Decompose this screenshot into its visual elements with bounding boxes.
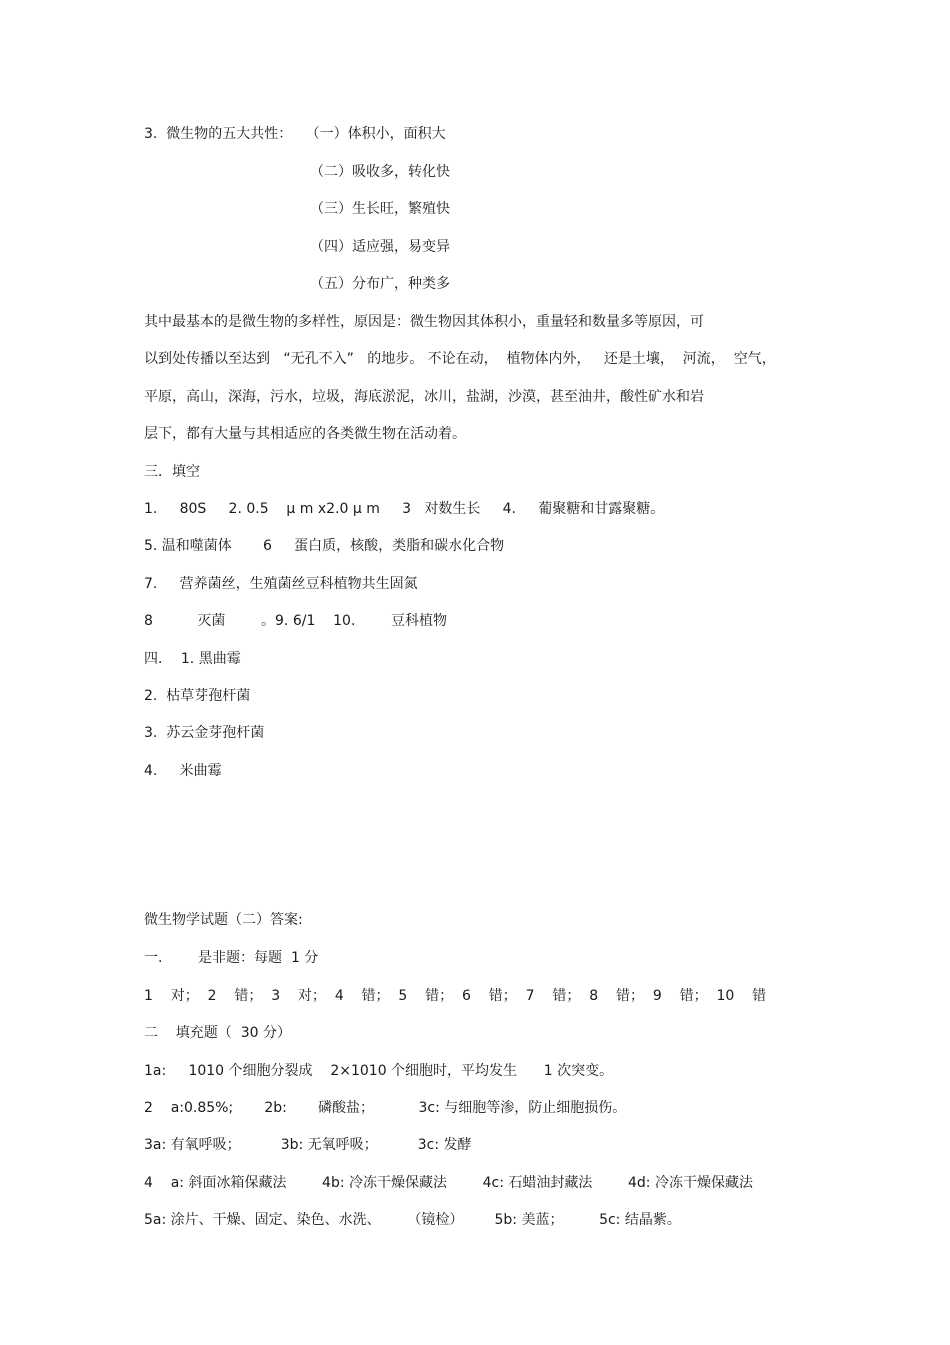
- item3-heading: 3. 微生物的五大共性： （一）体积小，面积大: [144, 126, 446, 142]
- fill-in-answer-3: 3a: 有氧呼吸； 3b: 无氧呼吸； 3c: 发酵: [144, 1137, 472, 1153]
- q4-answer-4: 4. 米曲霉: [144, 763, 222, 779]
- paragraph-line-3: 平原，高山，深海，污水，垃圾，海底淤泥，冰川，盐湖，沙漠，甚至油井，酸性矿水和岩: [144, 389, 704, 405]
- fill-answer-8: 8 灭菌 。9. 6/1 10. 豆科植物: [144, 613, 448, 629]
- item3-sub-5: （五）分布广，种类多: [310, 276, 450, 292]
- fill-in-heading: 二 填充题（ 30 分）: [144, 1025, 291, 1041]
- paragraph-line-1: 其中最基本的是微生物的多样性，原因是：微生物因其体积小，重量轻和数量多等原因，可: [144, 314, 704, 330]
- q4-answer-2: 2. 枯草芽孢杆菌: [144, 688, 251, 704]
- true-false-answers: 1 对； 2 错； 3 对； 4 错； 5 错； 6 错； 7 错； 8 错； 9 错； 10 错: [144, 988, 767, 1004]
- true-false-heading: 一. 是非题：每题 1 分: [144, 950, 319, 966]
- fill-section-heading: 三．填空: [144, 464, 200, 480]
- item3-sub-3: （三）生长旺，繁殖快: [310, 201, 450, 217]
- item3-sub-2: （二）吸收多，转化快: [310, 164, 450, 180]
- fill-answer-1: 1. 80S 2. 0.5 μ m x2.0 μ m 3 对数生长 4. 葡聚糖和甘露聚糖。: [144, 501, 665, 517]
- section-b-title: 微生物学试题（二）答案:: [144, 912, 303, 928]
- q4-answer-1: 四． 1. 黑曲霉: [144, 651, 241, 667]
- fill-in-answer-5: 5a: 涂片、干燥、固定、染色、水洗、 （镜检） 5b: 美蓝； 5c: 结晶紫。: [144, 1212, 681, 1228]
- fill-answer-7: 7. 营养菌丝，生殖菌丝豆科植物共生固氮: [144, 576, 418, 592]
- paragraph-line-4: 层下，都有大量与其相适应的各类微生物在活动着。: [144, 426, 466, 442]
- q4-answer-3: 3. 苏云金芽孢杆菌: [144, 725, 265, 741]
- paragraph-line-2: 以到处传播以至达到 “无孔不入” 的地步。 不论在动， 植物体内外， 还是土壤， 河流， 空气，: [144, 351, 776, 367]
- fill-answer-5: 5. 温和噬菌体 6 蛋白质，核酸，类脂和碳水化合物: [144, 538, 505, 554]
- fill-in-answer-1: 1a: 1010 个细胞分裂成 2×1010 个细胞时，平均发生 1 次突变。: [144, 1063, 614, 1079]
- fill-in-answer-4: 4 a: 斜面冰箱保藏法 4b: 冷冻干燥保藏法 4c: 石蜡油封藏法 4d: 冷冻干燥保藏法: [144, 1175, 753, 1191]
- fill-in-answer-2: 2 a:0.85%; 2b: 磷酸盐； 3c: 与细胞等渗，防止细胞损伤。: [144, 1100, 627, 1116]
- item3-sub-4: （四）适应强，易变异: [310, 239, 450, 255]
